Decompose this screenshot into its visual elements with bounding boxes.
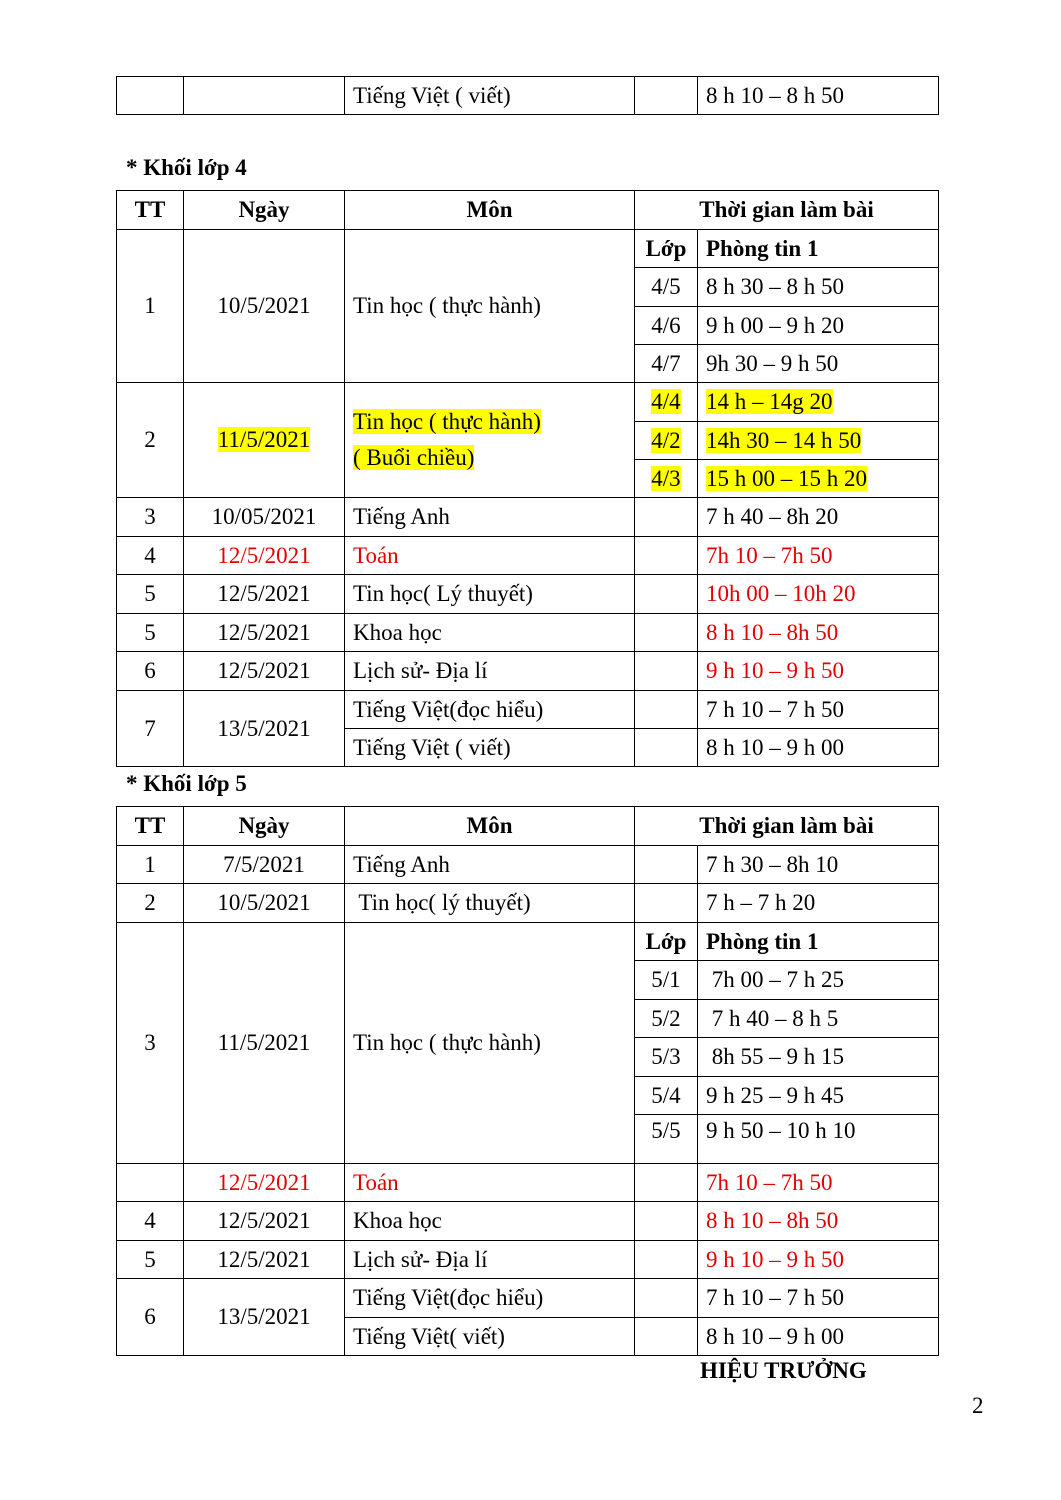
- table-row: 3 11/5/2021 Tin học ( thực hành) Lớp Phòng tin 1: [117, 923, 939, 961]
- time-cell: 8 h 10 – 8 h 50: [698, 77, 939, 115]
- subject-cell: Tiếng Việt ( viết): [345, 77, 635, 115]
- table-row: 2 11/5/2021 Tin học ( thực hành) ( Buổi chiều) 4/4 14 h – 14g 20: [117, 383, 939, 422]
- grade5-heading: * Khối lớp 5: [126, 771, 247, 796]
- table-row: Tiếng Việt ( viết) 8 h 10 – 9 h 00: [117, 729, 939, 767]
- table-row: 5/1 7h 00 – 7 h 25: [117, 961, 939, 1000]
- table-row: 3 10/05/2021 Tiếng Anh 7 h 40 – 8h 20: [117, 498, 939, 537]
- table-row: 4/6 9 h 00 – 9 h 20: [117, 307, 939, 345]
- table-row: 4/7 9h 30 – 9 h 50: [117, 345, 939, 383]
- table-row: 12/5/2021 Toán 7h 10 – 7h 50: [117, 1164, 939, 1202]
- highlighted-subject: Tin học ( thực hành): [353, 409, 541, 434]
- table-row: Tiếng Việt( viết) 8 h 10 – 9 h 00: [117, 1318, 939, 1356]
- table-row: 5/3 8h 55 – 9 h 15: [117, 1038, 939, 1077]
- table-row: 1 10/5/2021 Tin học ( thực hành) Lớp Phòng tin 1: [117, 230, 939, 268]
- page-number: 2: [972, 1393, 984, 1418]
- header-row: TT Ngày Môn Thời gian làm bài: [117, 807, 939, 846]
- grade5-table: [116, 806, 939, 1356]
- table-row: 6 12/5/2021 Lịch sử- Địa lí 9 h 10 – 9 h 50: [117, 652, 939, 691]
- table-row: 4 12/5/2021 Khoa học 8 h 10 – 8h 50: [117, 1202, 939, 1241]
- table-row: 5/4 9 h 25 – 9 h 45: [117, 1077, 939, 1115]
- table-row: 4 12/5/2021 Toán 7h 10 – 7h 50: [117, 537, 939, 575]
- table-row: [117, 77, 939, 115]
- grade4-heading: * Khối lớp 4: [126, 155, 247, 180]
- table-row: 5 12/5/2021 Lịch sử- Địa lí 9 h 10 – 9 h 50: [117, 1241, 939, 1279]
- table-row: 4/5 8 h 30 – 8 h 50: [117, 268, 939, 307]
- table-row: 4/3 15 h 00 – 15 h 20: [117, 460, 939, 498]
- table-row: 2 10/5/2021 Tin học( lý thuyết) 7 h – 7 h 20: [117, 884, 939, 923]
- highlighted-note: ( Buổi chiều): [353, 445, 475, 470]
- table-row: 5/2 7 h 40 – 8 h 5: [117, 1000, 939, 1038]
- table-row: 5 12/5/2021 Tin học( Lý thuyết) 10h 00 – 10h 20: [117, 575, 939, 614]
- table-row: 6 13/5/2021 Tiếng Việt(đọc hiểu) 7 h 10 – 7 h 50: [117, 1279, 939, 1318]
- table-row: 5 12/5/2021 Khoa học 8 h 10 – 8h 50: [117, 614, 939, 652]
- table-row: 4/2 14h 30 – 14 h 50: [117, 422, 939, 460]
- highlighted-date: 11/5/2021: [217, 427, 311, 452]
- header-row: TT Ngày Môn Thời gian làm bài: [117, 191, 939, 230]
- grade4-table: [116, 190, 939, 767]
- table-row: 7 13/5/2021 Tiếng Việt(đọc hiểu) 7 h 10 – 7 h 50: [117, 691, 939, 729]
- signature-title: HIỆU TRƯỞNG: [700, 1358, 867, 1383]
- table-row: 1 7/5/2021 Tiếng Anh 7 h 30 – 8h 10: [117, 846, 939, 884]
- top-continuation-table: [116, 76, 939, 115]
- table-row: 5/5 9 h 50 – 10 h 10: [117, 1115, 939, 1164]
